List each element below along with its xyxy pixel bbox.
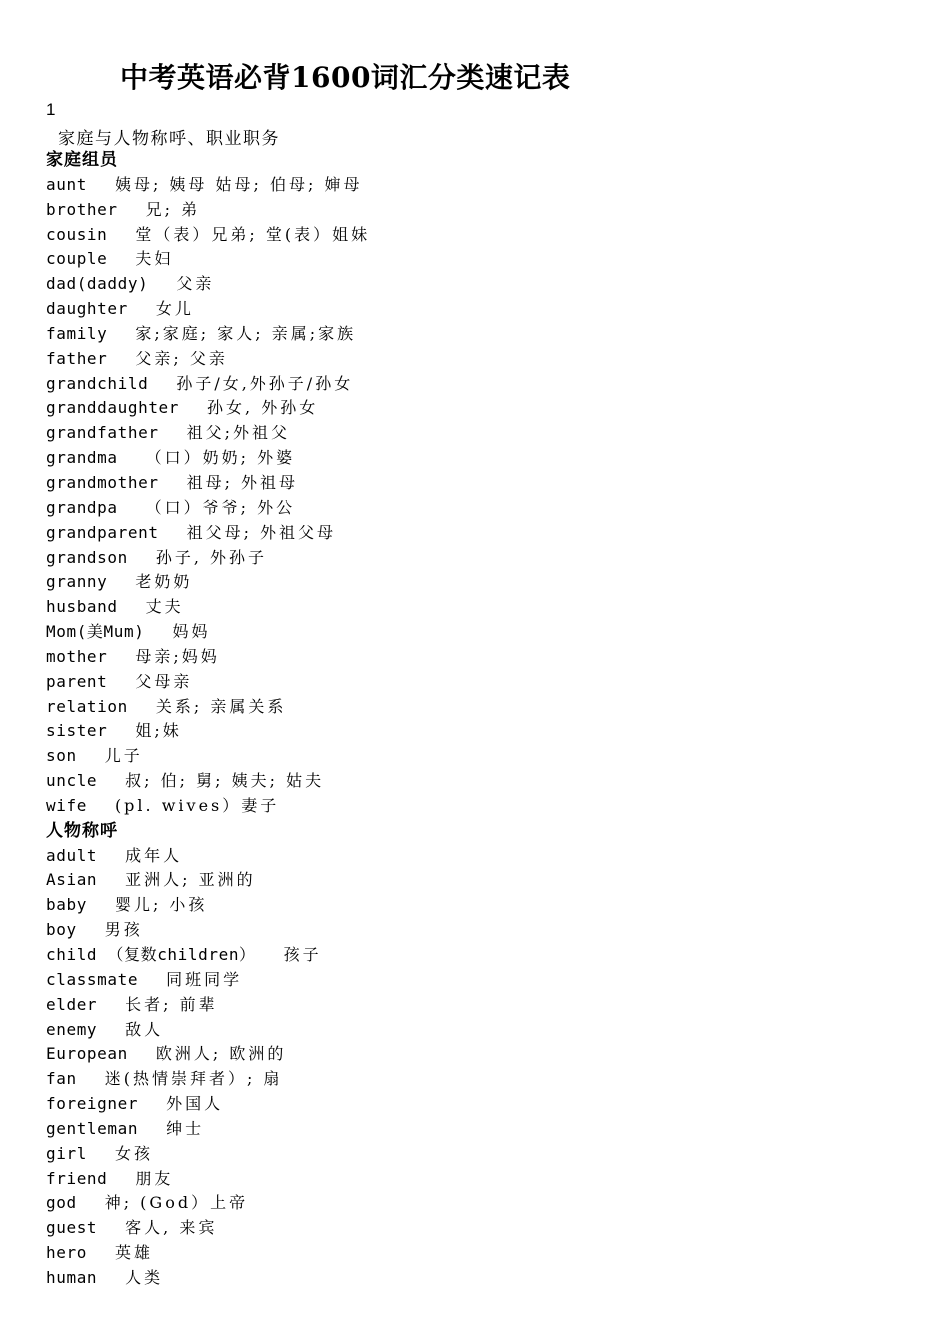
- vocab-entry: [46, 1092, 926, 1117]
- chinese-meaning: 堂（表）兄弟; 堂(表）姐妹: [135, 224, 371, 244]
- english-word: parent: [46, 671, 108, 691]
- vocab-entry: [46, 198, 926, 223]
- section-heading: 家庭组员: [46, 150, 118, 170]
- vocab-entry: [46, 496, 926, 521]
- vocab-entry: [46, 769, 926, 794]
- vocab-entry: [46, 521, 926, 546]
- vocab-entry: [46, 446, 926, 471]
- english-word: European: [46, 1044, 128, 1064]
- vocab-entry: [46, 695, 926, 720]
- chinese-meaning: 迷(热情崇拜者）; 扇: [104, 1069, 283, 1089]
- english-word: gentleman: [46, 1118, 139, 1138]
- vocab-entry: [46, 372, 926, 397]
- english-word: Mom(美Mum): [46, 622, 145, 642]
- chinese-meaning: 孙子, 外孙子: [155, 547, 268, 567]
- chinese-meaning: 孙子/女,外孙子/孙女: [176, 373, 354, 393]
- chinese-meaning: 成年人: [125, 845, 183, 865]
- english-word: elder: [46, 994, 98, 1014]
- english-word: granddaughter: [46, 398, 180, 418]
- english-word: grandpa: [46, 497, 118, 517]
- vocab-entry: [46, 719, 926, 744]
- chinese-meaning: 女孩: [114, 1143, 153, 1163]
- vocab-entry: [46, 868, 926, 893]
- chapter-number: 1: [46, 100, 56, 119]
- vocab-entry: [46, 1067, 926, 1092]
- english-word: foreigner: [46, 1094, 139, 1114]
- english-word: guest: [46, 1218, 98, 1238]
- english-word: boy: [46, 920, 77, 940]
- vocab-entry: [46, 173, 926, 198]
- english-word: grandparent: [46, 522, 159, 542]
- english-word: husband: [46, 597, 118, 617]
- chinese-meaning: 儿子: [104, 746, 143, 766]
- chinese-meaning: 家;家庭; 家人; 亲属;家族: [135, 323, 357, 343]
- english-word: aunt: [46, 174, 87, 194]
- chinese-meaning: 老奶奶: [135, 572, 193, 592]
- english-word: fan: [46, 1069, 77, 1089]
- vocab-entry: [46, 322, 926, 347]
- chinese-meaning: 神; (God）上帝: [104, 1193, 249, 1213]
- vocab-entry: [46, 546, 926, 571]
- vocab-entry: [46, 272, 926, 297]
- english-word: granny: [46, 572, 108, 592]
- chinese-meaning: 姨母; 姨母 姑母; 伯母; 婶母: [114, 174, 363, 194]
- chinese-meaning: (pl. wives）妻子: [114, 795, 280, 815]
- vocab-entry: [46, 1241, 926, 1266]
- english-word: cousin: [46, 224, 108, 244]
- chinese-meaning: 父亲: [176, 274, 215, 294]
- chinese-meaning: 孙女, 外孙女: [207, 398, 319, 418]
- english-word: couple: [46, 249, 108, 269]
- english-word: adult: [46, 845, 98, 865]
- vocab-entry: [46, 1142, 926, 1167]
- vocab-entry: [46, 347, 926, 372]
- chinese-meaning: 英雄: [114, 1243, 153, 1263]
- vocab-entry: [46, 1216, 926, 1241]
- chinese-meaning: 女儿: [155, 299, 194, 319]
- vocab-entry: [46, 744, 926, 769]
- english-word: grandfather: [46, 423, 159, 443]
- chinese-meaning: 欧洲人; 欧洲的: [155, 1044, 287, 1064]
- vocab-entry: [46, 471, 926, 496]
- chinese-meaning: 婴儿; 小孩: [114, 895, 208, 915]
- english-word: family: [46, 323, 108, 343]
- vocab-entry: [46, 421, 926, 446]
- chinese-meaning: 客人, 来宾: [125, 1218, 218, 1238]
- chinese-meaning: 绅士: [166, 1118, 205, 1138]
- chinese-meaning: 父母亲: [135, 671, 193, 691]
- chinese-meaning: （口）奶奶; 外婆: [145, 448, 296, 468]
- document-title: 中考英语必背1600词汇分类速记表: [120, 61, 571, 94]
- vocabulary-list: [46, 148, 926, 1291]
- english-word: god: [46, 1193, 77, 1213]
- english-word: sister: [46, 721, 108, 741]
- vocab-entry: [46, 297, 926, 322]
- english-word: human: [46, 1267, 98, 1287]
- chinese-meaning: 敌人: [125, 1019, 164, 1039]
- vocab-entry: [46, 918, 926, 943]
- english-word: hero: [46, 1243, 87, 1263]
- chinese-meaning: 兄; 弟: [145, 199, 201, 219]
- english-word: daughter: [46, 299, 128, 319]
- chinese-meaning: 祖母; 外祖母: [186, 472, 299, 492]
- chinese-meaning: 妈妈: [172, 622, 211, 642]
- vocab-entry: [46, 1018, 926, 1043]
- english-word: dad(daddy): [46, 274, 149, 294]
- english-word: child （复数children）: [46, 945, 256, 964]
- chinese-meaning: 亚洲人; 亚洲的: [125, 870, 256, 890]
- chinese-meaning: 叔; 伯; 舅; 姨夫; 姑夫: [125, 771, 325, 791]
- chinese-meaning: （口）爷爷; 外公: [145, 497, 296, 517]
- chinese-meaning: 姐;妹: [135, 721, 182, 741]
- english-word: mother: [46, 646, 108, 666]
- english-word: father: [46, 348, 108, 368]
- english-word: baby: [46, 895, 87, 915]
- english-word: grandson: [46, 547, 128, 567]
- vocab-entry: [46, 968, 926, 993]
- english-word: friend: [46, 1168, 108, 1188]
- english-word: grandma: [46, 448, 118, 468]
- english-word: Asian: [46, 870, 98, 890]
- vocab-entry: [46, 247, 926, 272]
- chinese-meaning: 外国人: [166, 1094, 224, 1114]
- english-word: grandchild: [46, 373, 149, 393]
- vocab-entry: [46, 570, 926, 595]
- chinese-meaning: 夫妇: [135, 249, 174, 269]
- chinese-meaning: 朋友: [135, 1168, 174, 1188]
- vocab-entry: [46, 670, 926, 695]
- vocab-entry: [46, 993, 926, 1018]
- chinese-meaning: 丈夫: [145, 597, 184, 617]
- chinese-meaning: 关系; 亲属关系: [155, 696, 287, 716]
- chinese-meaning: 男孩: [104, 920, 143, 940]
- english-word: uncle: [46, 771, 98, 791]
- chinese-meaning: 母亲;妈妈: [135, 646, 220, 666]
- section-heading: 人物称呼: [46, 820, 118, 841]
- vocab-entry: [46, 844, 926, 869]
- chinese-meaning: 同班同学: [166, 969, 243, 989]
- chinese-meaning: 祖父;外祖父: [186, 423, 290, 443]
- english-word: brother: [46, 199, 118, 219]
- vocab-entry: [46, 1117, 926, 1142]
- english-word: girl: [46, 1143, 87, 1163]
- vocab-entry: [46, 223, 926, 248]
- english-word: classmate: [46, 969, 139, 989]
- vocab-entry: [46, 595, 926, 620]
- vocab-entry: [46, 893, 926, 918]
- chapter-title: 家庭与人物称呼、职业职务: [58, 129, 280, 149]
- english-word: enemy: [46, 1019, 98, 1039]
- vocab-entry: [46, 794, 926, 819]
- english-word: grandmother: [46, 472, 159, 492]
- vocab-entry: [46, 1266, 926, 1291]
- chinese-meaning: 长者; 前辈: [125, 994, 218, 1014]
- chinese-meaning: 祖父母; 外祖父母: [186, 522, 337, 542]
- english-word: relation: [46, 696, 128, 716]
- chinese-meaning: 孩子: [283, 945, 322, 964]
- vocab-entry: [46, 620, 926, 645]
- english-word: wife: [46, 795, 87, 815]
- vocab-entry: [46, 1191, 926, 1216]
- vocab-entry: [46, 943, 926, 968]
- chinese-meaning: 人类: [125, 1267, 164, 1287]
- vocab-entry: [46, 1042, 926, 1067]
- vocab-entry: [46, 1167, 926, 1192]
- english-word: son: [46, 746, 77, 766]
- chinese-meaning: 父亲; 父亲: [135, 348, 228, 368]
- vocab-entry: [46, 396, 926, 421]
- vocab-entry: [46, 645, 926, 670]
